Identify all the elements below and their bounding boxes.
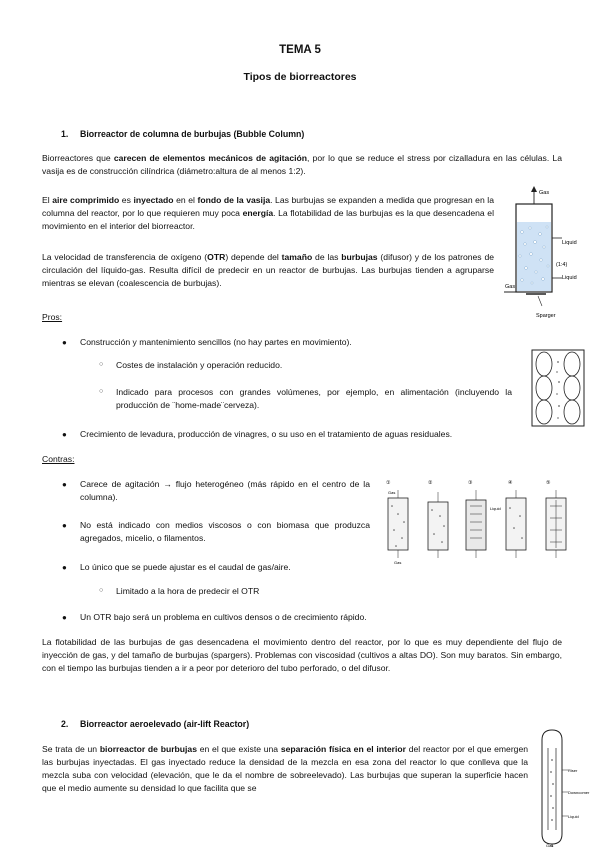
section1-paragraph-3: La velocidad de transferencia de oxígeno (OTR) depende del tamaño de las burbujas (difusor) y de los patrones de circulación del líquido-gas. Resulta difícil de predecir en un reactor de burbujas. Las burbujas tienden a agruparse mientras se elevan (coalescencia de burbujas).: [42, 252, 494, 288]
fig3-label-5: ⑤: [546, 480, 551, 486]
bullet-dot: ●: [62, 480, 67, 489]
bullet-dot: ●: [62, 613, 67, 622]
bullet-circle: ○: [99, 587, 104, 594]
section2-heading: Biorreactor aeroelevado (air-lift Reactor): [80, 719, 250, 729]
bullet-dot: ●: [62, 338, 67, 347]
bubble-column-diagram: [500, 182, 592, 330]
section1-paragraph-2: El aire comprimido es inyectado en el fondo de la vasija. Las burbujas se expanden a medida que progresan en la columna del reactor, por lo que requieren muy poca energía. La flotabilidad de las burbujas es la que desencadena el movimiento en el interior del biorreactor.: [42, 195, 494, 231]
fig1-liquid-in-label: Liquid: [562, 240, 577, 246]
section1-heading: Biorreactor de columna de burbujas (Bubble Column): [80, 129, 305, 139]
fig3-gas-top-label: Gas: [388, 490, 396, 495]
contras-item-4: Un OTR bajo será un problema en cultivos densos o de crecimiento rápido.: [80, 612, 367, 622]
fig3-gas-bottom-label: Gas: [394, 560, 402, 565]
contras-subitem-1: Limitado a la hora de predecir el OTR: [116, 586, 260, 596]
pros-item-2: Crecimiento de levadura, producción de vinagres, o su uso en el tratamiento de aguas residuales.: [80, 429, 453, 439]
fig3-liquid-label: Liquid: [490, 506, 501, 511]
section2-paragraph-1: Se trata de un biorreactor de burbujas en el que existe una separación física en el interior del reactor por el que emergen las burbujas inyectadas. El gas inyectado reduce la densidad de la mezcla en esa zona del reactor lo que conlleva que la mezcla suba con velocidad (elevación, que le da el nombre de sobreelevado). Las burbujas que superan la superficie hacen que el medio aumente su densidad lo que facilita que se: [42, 744, 529, 793]
flow-patterns-diagram: [530, 348, 586, 428]
fig4-liquid-label: Liquid: [568, 814, 579, 819]
fig4-riser-label: Riser: [568, 768, 578, 773]
fig3-label-4: ④: [508, 480, 513, 486]
column-types-diagram: [380, 476, 585, 566]
contras-item-1: Carece de agitación → flujo heterogéneo (más rápido en el centro de la columna).: [80, 479, 370, 502]
fig1-sparger-label: Sparger: [536, 313, 556, 319]
fig1-ratio-label: (1:4): [556, 262, 568, 268]
pros-label: Pros:: [42, 312, 63, 322]
fig4-gas-label: Gas: [546, 843, 554, 848]
fig3-label-3: ③: [468, 480, 473, 486]
page-subtitle: Tipos de biorreactores: [243, 71, 357, 83]
airlift-reactor-diagram: [530, 726, 592, 848]
pros-subitem-1: Costes de instalación y operación reducido.: [116, 360, 283, 370]
pros-item-1: Construcción y mantenimiento sencillos (no hay partes en movimiento).: [80, 337, 352, 347]
contras-item-3: Lo único que se puede ajustar es el caudal de gas/aire.: [80, 562, 291, 572]
section1-paragraph-1: Biorreactores que carecen de elementos mecánicos de agitación, por lo que se reduce el stress por cizalladura en las células. La vasija es de construcción cilíndrica (diámetro:altura de al menos 1:2).: [42, 153, 562, 176]
contras-item-2: No está indicado con medios viscosos o con biomasa que produzca agregados, micelio, o filamentos.: [80, 520, 370, 543]
section1-number: 1.: [61, 129, 69, 139]
section1-closing-paragraph: La flotabilidad de las burbujas de gas desencadena el movimiento dentro del reactor, por lo que es muy dependiente del flujo de inyección de gas, y del tamaño de burbujas (spargers). Problemas con viscosidad (cultivos a altas DO). Son muy baratos. Sin embargo, con el tiempo las burbujas tienden a ir a peor por deterioro del tubo perforado, o del difusor.: [42, 637, 562, 673]
bullet-dot: ●: [62, 430, 67, 439]
bullet-circle: ○: [99, 388, 104, 395]
pros-subitem-2: Indicado para procesos con grandes volúmenes, por ejemplo, en alimentación (incluyendo la producción de ¨home-made¨cerveza).: [116, 387, 512, 410]
fig3-label-2: ②: [428, 480, 433, 486]
contras-label: Contras:: [42, 454, 75, 464]
fig4-downcomer-label: Downcomer: [568, 790, 590, 795]
fig1-gas-in-label: Gas: [505, 284, 516, 290]
fig1-liquid-out-label: Liquid: [562, 275, 577, 281]
bullet-dot: ●: [62, 563, 67, 572]
bullet-circle: ○: [99, 361, 104, 368]
bullet-dot: ●: [62, 521, 67, 530]
fig1-gas-top-label: Gas: [539, 190, 550, 196]
fig3-label-1: ①: [386, 480, 391, 486]
page-title: TEMA 5: [279, 44, 321, 56]
section2-number: 2.: [61, 719, 69, 729]
